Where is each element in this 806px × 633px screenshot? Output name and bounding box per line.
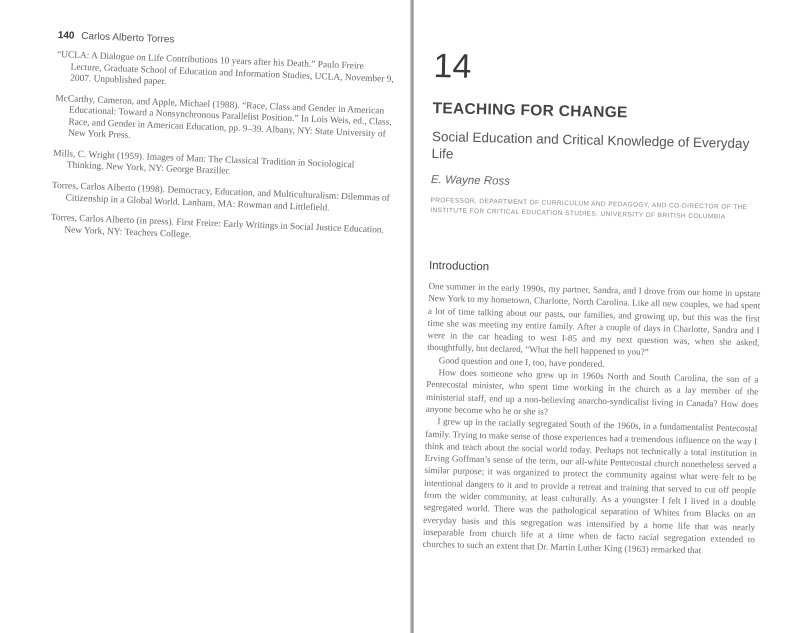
chapter-number: 14 [433, 46, 472, 86]
running-head-text: Carlos Alberto Torres [81, 30, 175, 46]
author-name: E. Wayne Ross [430, 173, 511, 188]
author-affiliation: PROFESSOR, DEPARTMENT OF CURRICULUM AND PEDAGOGY, AND CO-DIRECTOR OF THE INSTITUTE FOR CRITICAL EDUCATION STUDIES, UNIVERSITY OF BRITISH COLUMBIA [430, 196, 748, 221]
reference-entry: Mills, C. Wright (1959). Images of Man: The Classical Tradition in Sociological Thinking. New York, NY: George Braziller. [53, 148, 355, 178]
chapter-subtitle: Social Education and Critical Knowledge of Everyday Life [431, 128, 750, 162]
body-paragraph: One summer in the early 1990s, my partner, Sandra, and I drove from our home in upstate New York to my hometown, Charlotte, North Carolina. Like all new couples, we had spent a lot of time talking about our pasts, our families, and growing up, but this was the first time she was meeting my entire family. After a couple of days in Charlotte, Sandra and I were in the car heading to west I-85 and my next question was, when she asked, thoughtfully, but declared, “What the hell happened to you?” [427, 280, 761, 358]
chapter-title: TEACHING FOR CHANGE [432, 99, 628, 122]
reference-entry: Torres, Carlos Alberto (1998). Democracy, Education, and Multiculturalism: Dilemmas of Citizenship in a Global World. Lanham, MA: Rowman and Littlefield. [51, 181, 390, 214]
left-page [50, 30, 398, 249]
body-paragraph: Good question and one I, too, have pondered. [438, 354, 605, 369]
section-heading: Introduction [428, 259, 490, 274]
reference-entry: McCarthy, Cameron, and Apple, Michael (1988). “Race, Class and Gender in American Educational: Toward a Nonsynchronous Parallelist Position.” In Lois Weis, ed., Class, Race, and Gender in American Education, pp. 9–39. Albany, NY: State University of New York Press. [55, 93, 392, 142]
running-head [58, 30, 398, 54]
page-number: 140 [57, 30, 75, 42]
body-paragraph: How does someone who grew up in 1960s North and South Carolina, the son of a Pentecostal minister, who spent time working in the church as a lay member of the ministerial staff, end up a non-believing anarcho-syndicalist living in Canada? How does anyone become who he or she is? [425, 367, 759, 417]
body-paragraph: I grew up in the racially segregated South of the 1960s, in a fundamentalist Pentecostal family. Trying to make sense of those experiences had a tremendous influence on the way I think and teach about the social world today. Perhaps not technically a total institution in Erving Goffman’s sense of the term, our all-white Pentecostal church nonetheless served a similar purpose; it was organized to protect the community against what were felt to be intentional dangers to it and to provide a retreat and training that served to cut off people from the wider community, at least culturally. As a youngster I felt I lived in a double segregated world. There was the pathological separation of Whites from Blacks on an everyday basis and this segregation was intensified by a home life that was nearly inseparable from church life at a time when de facto racial segregation extended to churches to such an extent that Dr. Martin Luther King (1963) remarked that [422, 416, 758, 556]
reference-list [50, 50, 397, 249]
book-gutter [410, 0, 414, 633]
right-page [423, 46, 766, 558]
reference-entry: “UCLA: A Dialogue on Life Contributions 10 years after his Death.” Paulo Freire Lecture, Graduate School of Education and Information Studies, UCLA, November 9, 2007. Unpublished paper. [56, 50, 394, 88]
body-text [423, 280, 761, 558]
reference-entry: Torres, Carlos Alberto (in press). First Freire: Early Writings in Social Justice Education. New York, NY: Teachers College. [50, 213, 385, 241]
